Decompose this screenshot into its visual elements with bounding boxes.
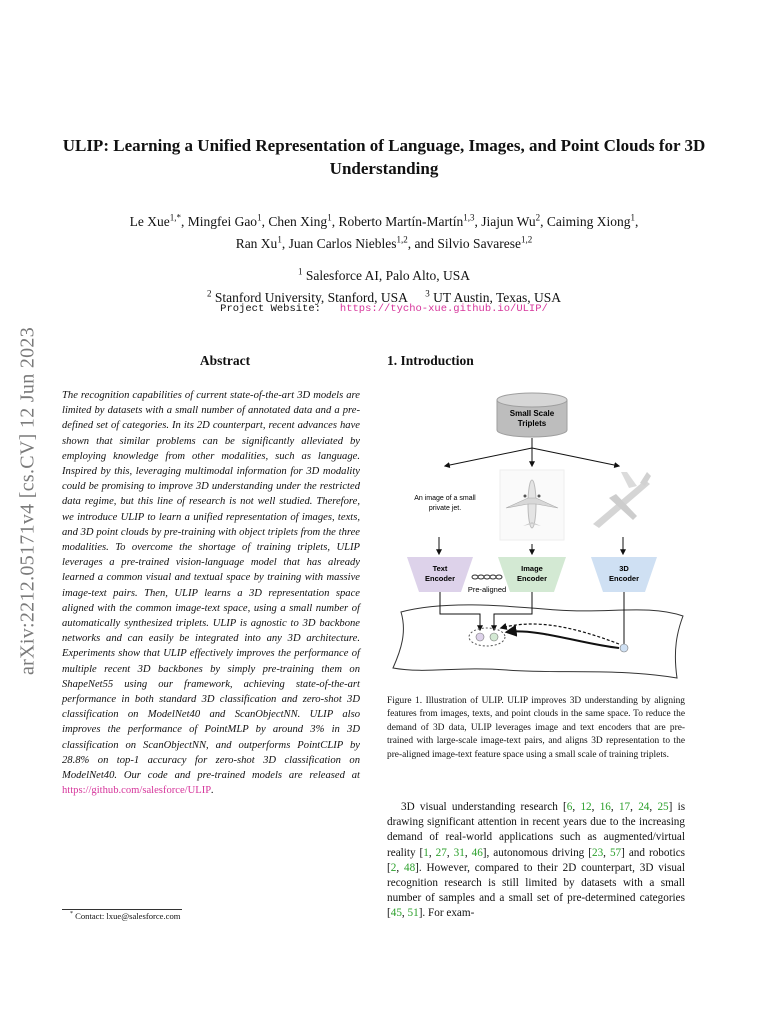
- chain-link-icon: [472, 575, 502, 579]
- arrow-to-text: [445, 448, 532, 466]
- citation[interactable]: 17: [618, 801, 631, 813]
- author: Le Xue$^{1,*}$,: [129, 212, 188, 229]
- 3d-feature-dot: [620, 644, 628, 652]
- database-label-line1: Small Scale: [509, 409, 555, 418]
- image-encoder-label-2: Encoder: [516, 574, 548, 583]
- feature-space-plane: [393, 605, 683, 678]
- citation[interactable]: 12: [580, 801, 592, 813]
- affiliations: [60, 262, 708, 307]
- point-cloud-icon: [593, 472, 651, 528]
- footnote-rule: [62, 909, 182, 910]
- figure-ulip-illustration: [387, 392, 687, 682]
- arxiv-identifier: arXiv:2212.05171v4 [cs.CV] 12 Jun 2023: [16, 326, 39, 676]
- affiliation: $^3$ UT Austin, Texas, USA: [425, 288, 562, 305]
- author: Caiming Xiong$^1$,: [546, 212, 639, 229]
- figure-caption: Figure 1. Illustration of ULIP. ULIP improves 3D understanding by aligning features from images, texts, and point clouds in the same space. To reduce the demand of 3D data, ULIP leverages image and text encoders that are pre-trained with large-scale image-text pairs, and aligns 3D representation to the pre-aligned image-text feature space using a small scale of training triplets.: [387, 696, 685, 760]
- figure-diagram: [387, 392, 687, 682]
- project-website: Project Website: https://tycho-xue.github.io/ULIP/: [220, 303, 548, 315]
- image-encoder-label-1: Image: [521, 564, 543, 573]
- introduction-heading: 1. Introduction: [387, 353, 474, 368]
- jet-image-icon: [500, 470, 564, 540]
- citation[interactable]: 51: [407, 907, 419, 920]
- citation[interactable]: 16: [599, 801, 611, 813]
- abstract-heading: Abstract: [199, 353, 251, 368]
- paper-title: ULIP: Learning a Unified Representation of Language, Images, and Point Clouds for 3D Understanding: [62, 136, 706, 178]
- text-feature-dot: [476, 633, 484, 641]
- author: Juan Carlos Niebles$^{1,2}$, and: [288, 234, 438, 251]
- affiliation: $^2$ Stanford University, Stanford, USA: [206, 288, 408, 305]
- text-encoder-label-2: Encoder: [424, 574, 456, 583]
- 3d-encoder-label-1: 3D: [619, 564, 629, 573]
- pre-aligned-label: Pre-aligned: [467, 585, 507, 594]
- 3d-encoder-label-2: Encoder: [608, 574, 640, 583]
- arrow-to-pointcloud: [532, 448, 619, 466]
- citation[interactable]: 25: [657, 801, 669, 813]
- database-label-line2: Triplets: [517, 419, 547, 428]
- author: Ran Xu$^1$,: [235, 234, 289, 251]
- citation[interactable]: 27: [435, 846, 447, 859]
- citation[interactable]: 23: [591, 846, 604, 859]
- author: Silvio Savarese$^{1,2}$: [437, 234, 533, 251]
- author: Jiajun Wu$^2$,: [481, 212, 547, 229]
- citation[interactable]: 48: [403, 861, 416, 874]
- text-encoder-label-1: Text: [432, 564, 448, 573]
- citation[interactable]: 24: [638, 801, 650, 813]
- citation[interactable]: 45: [390, 907, 402, 920]
- footnote: * Contact: lxue@salesforce.com: [70, 911, 181, 921]
- author-list: [60, 208, 708, 253]
- citation[interactable]: 6: [566, 801, 573, 813]
- affiliation: $^1$ Salesforce AI, Palo Alto, USA: [297, 266, 471, 283]
- citation[interactable]: 1: [423, 846, 429, 859]
- text-sample-line1: An image of a small: [414, 495, 476, 502]
- image-feature-dot: [490, 633, 498, 641]
- abstract-body: The recognition capabilities of current state-of-the-art 3D models are limited by datasets with a small number of annotated data and a pre-defined set of categories. In its 2D counterpart, recent advances have shown that similar problems can be significantly alleviated by employing knowledge from other modalities, such as language. Inspired by this, leveraging multimodal information for 3D modality could be promising to improve 3D understanding under the restricted data regime, but this line of research is not well studied. Therefore, we introduce ULIP to learn a unified representation of images, texts, and 3D point clouds by pre-training with object triplets from the three modalities. To overcome the shortage of training triplets, ULIP leverages a pre-trained vision-language model that has already learned a common visual and textual space by training with massive image-text pairs. Then, ULIP learns a 3D representation space aligned with the common image-text space, using a small number of automatically synthesized triplets. ULIP is agnostic to 3D backbone networks and can easily be integrated into any 3D architecture. Experiments show that ULIP effectively improves the performance of multiple recent 3D backbones by simply pre-training them on ShapeNet55 using our framework, achieving state-of-the-art performance in both standard 3D classification and zero-shot 3D classification on ModelNet40 and ScanObjectNN. ULIP also improves the performance of PointMLP by around 3% in 3D classification on ScanObjectNN, and outperforms PointCLIP by 28.8% on top-1 accuracy for zero-shot 3D classification on ModelNet40. Our code and pre-trained models are released at https://github.com/salesforce/ULIP.: [62, 390, 360, 797]
- author: Roberto Martín-Martín$^{1,3}$,: [338, 212, 482, 229]
- code-link[interactable]: https://github.com/salesforce/ULIP: [62, 785, 212, 797]
- author: Mingfei Gao$^1$,: [187, 212, 269, 229]
- introduction-body: 3D visual understanding research [6, 12, 16, 17, 24, 25] is drawing significant attention in recent years due to the increasing demand of real-world applications such as augmented/virtual reality [1, 27, 31, 46], autonomous driving [23, 57] and robotics [2, 48]. However, compared to their 2D counterpart, 3D visual recognition research is still limited by datasets with a small number of samples and a small set of pre-determined categories [45, 51]. For exam-: [387, 801, 686, 920]
- text-sample-line2: private jet.: [428, 505, 462, 512]
- citation[interactable]: 2: [390, 861, 397, 874]
- citation[interactable]: 31: [453, 846, 465, 859]
- citation[interactable]: 46: [471, 846, 483, 859]
- author: Chen Xing$^1$,: [268, 212, 339, 229]
- project-website-link[interactable]: https://tycho-xue.github.io/ULIP/: [339, 303, 548, 315]
- citation[interactable]: 57: [609, 846, 622, 859]
